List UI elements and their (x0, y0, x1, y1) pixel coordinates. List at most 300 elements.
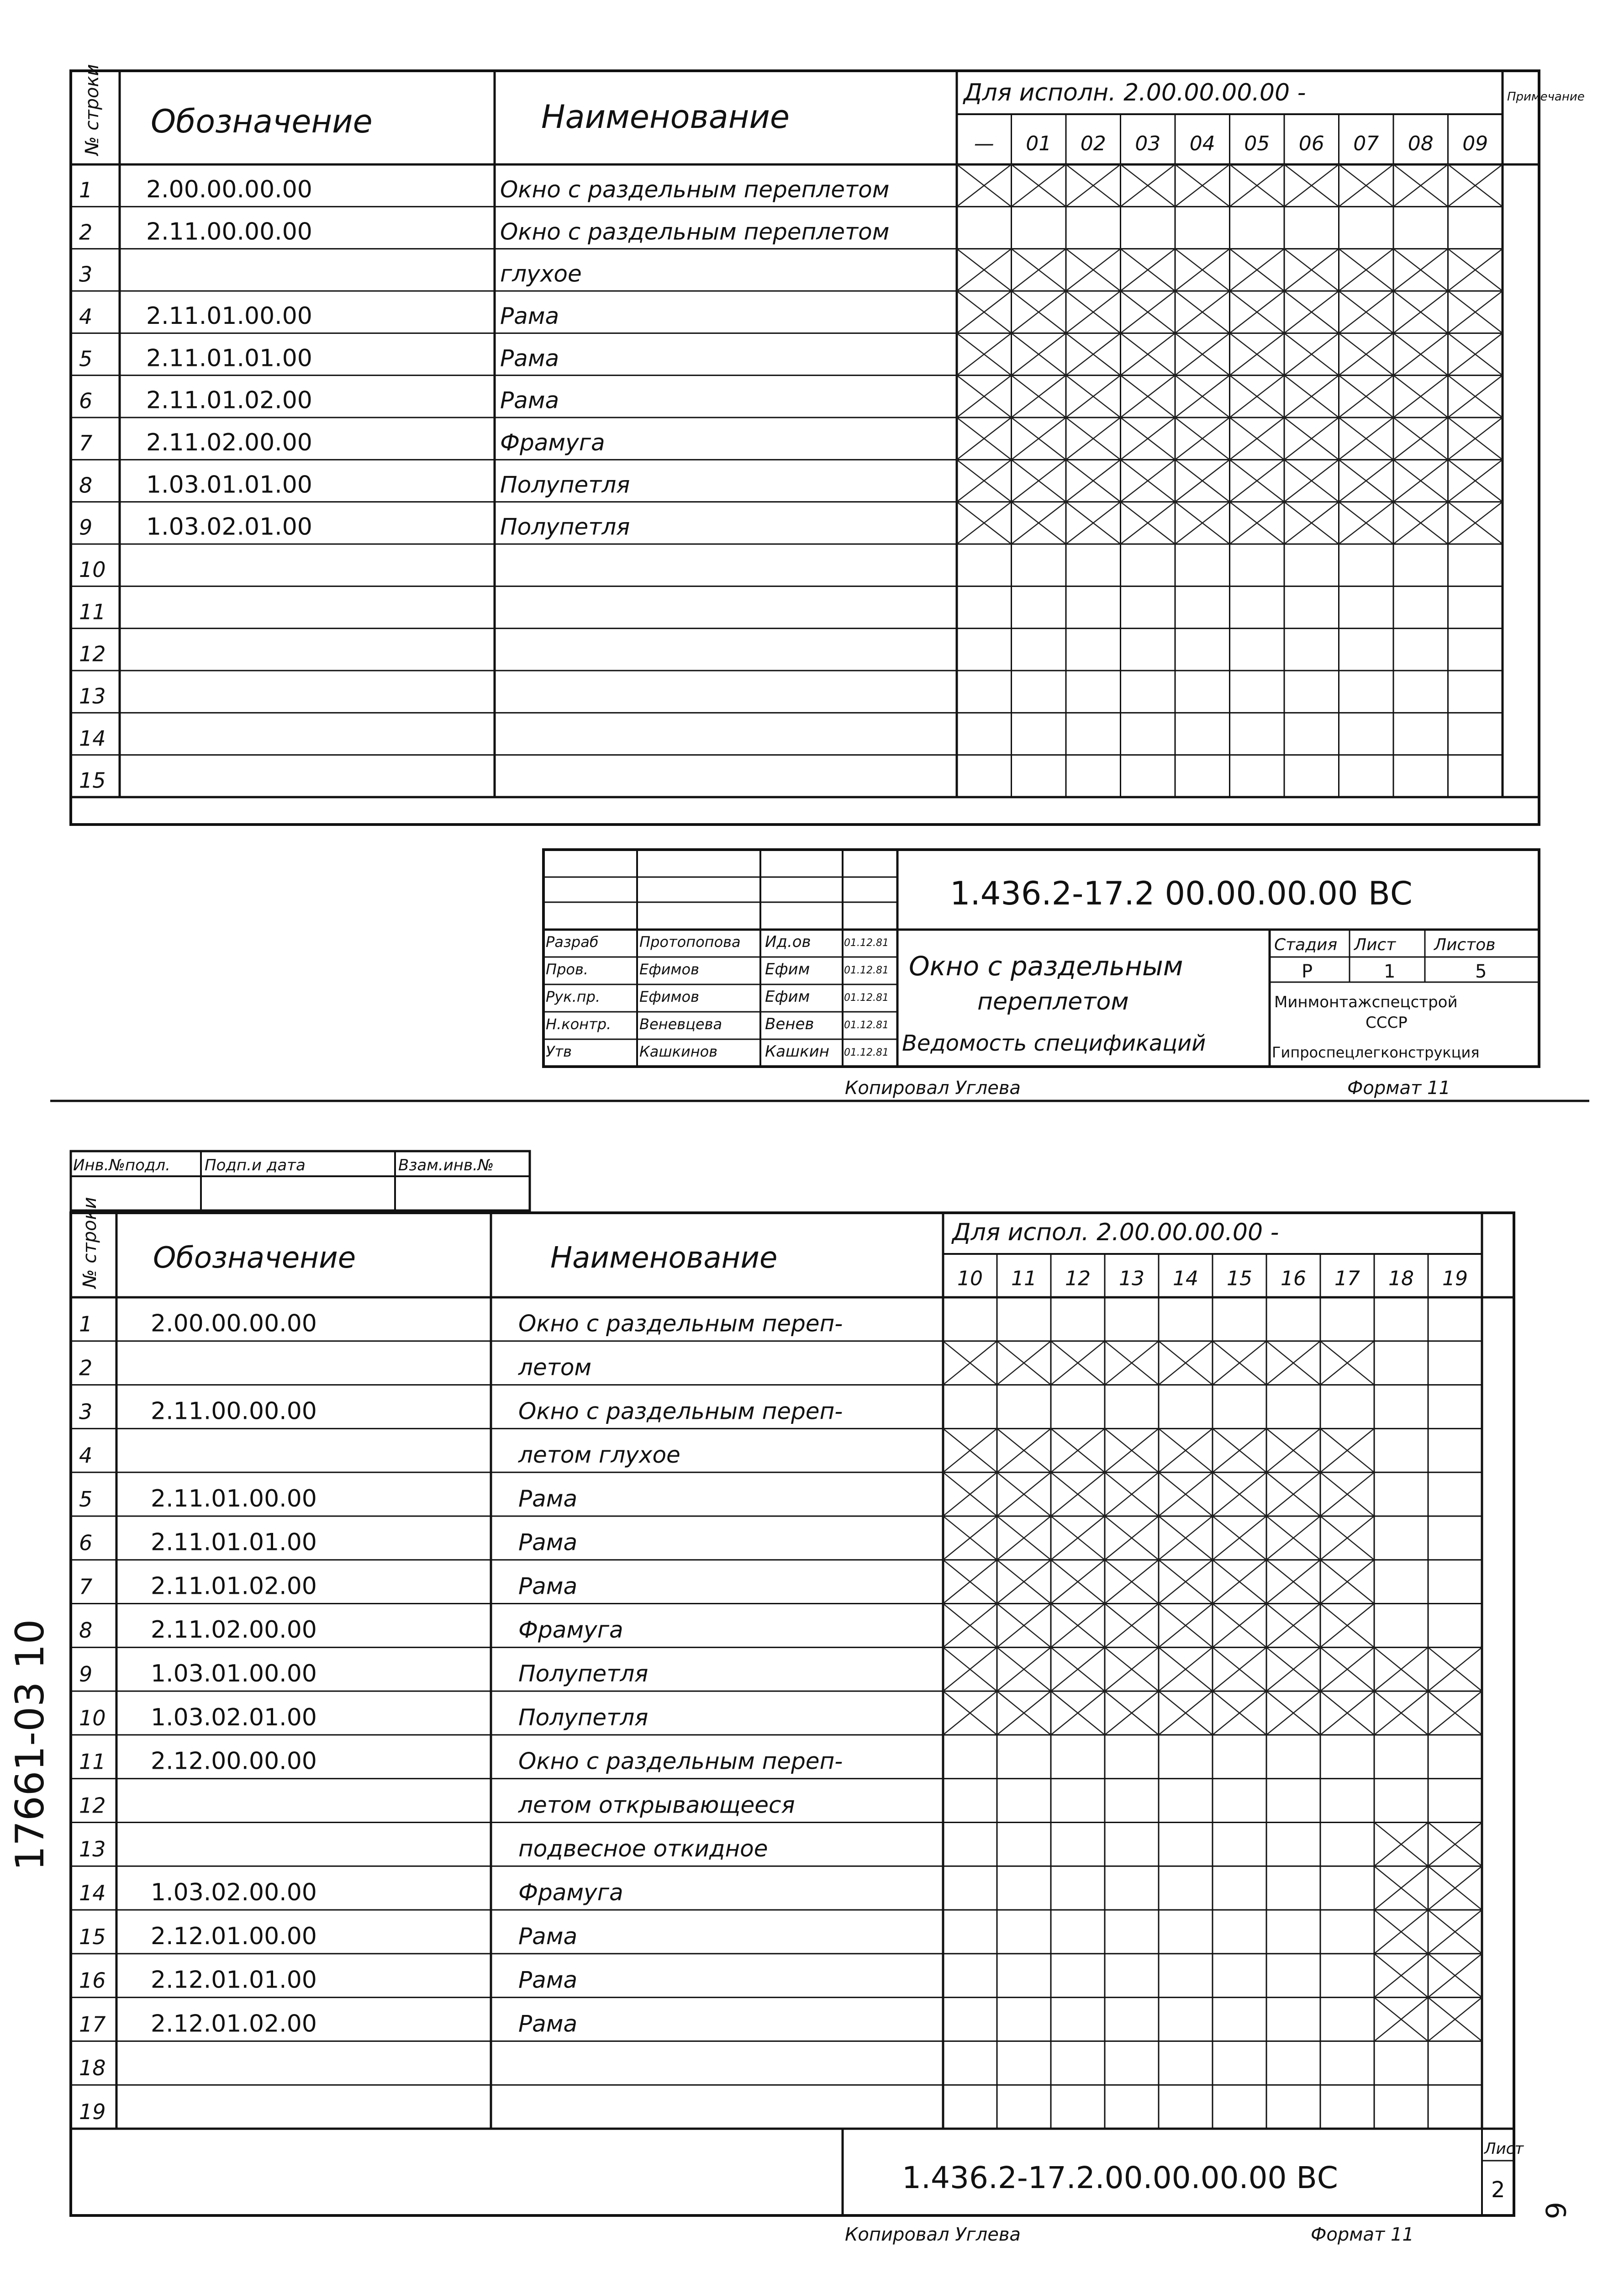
applicability-cross-mark (1175, 333, 1230, 375)
applicability-cross-mark (1051, 1604, 1105, 1648)
applicability-cross-mark (943, 1472, 997, 1516)
row-number: 6 (79, 1530, 93, 1555)
applicability-cross-mark (1448, 164, 1503, 206)
applicability-cross-mark (1175, 460, 1230, 502)
sheet-variant-col-1: 11 (1011, 1267, 1037, 1290)
applicability-cross-mark (1339, 333, 1394, 375)
applicability-cross-mark (1266, 1647, 1320, 1691)
row-designation: 2.11.01.02.00 (146, 386, 312, 414)
signer-date: 01.12.81 (844, 1020, 889, 1031)
sheet1-org-line3: Гипроспецлегконструкция (1272, 1044, 1480, 1061)
table-row (79, 249, 1503, 291)
applicability-cross-mark (1320, 1560, 1374, 1604)
row-designation: 2.11.01.01.00 (151, 1528, 317, 1556)
table-row (79, 164, 1503, 206)
applicability-cross-mark (997, 1472, 1051, 1516)
applicability-cross-mark (1284, 291, 1339, 333)
sheet2-doc-code: 1.436.2-17.2.00.00.00.00 ВС (902, 2160, 1338, 2195)
sheet-variant-col-9: 19 (1442, 1267, 1468, 1290)
applicability-cross-mark (1051, 1691, 1105, 1735)
table-row (79, 684, 106, 708)
applicability-cross-mark (1428, 1954, 1482, 1998)
row-name: Окно с раздельным переп- (518, 1748, 843, 1775)
applicability-cross-mark (1266, 1341, 1320, 1385)
applicability-cross-mark (1266, 1472, 1320, 1516)
table-row (79, 642, 106, 666)
applicability-cross-mark (1339, 460, 1394, 502)
table-row (79, 502, 1503, 544)
applicability-cross-mark (957, 460, 1012, 502)
applicability-cross-mark (1105, 1560, 1159, 1604)
row-number: 5 (79, 1486, 93, 1512)
sheet-variant-col-7: 17 (1334, 1267, 1360, 1290)
applicability-cross-mark (1066, 375, 1121, 418)
signer-date: 01.12.81 (844, 992, 889, 1004)
applicability-cross-mark (1284, 460, 1339, 502)
applicability-cross-mark (1175, 418, 1230, 460)
sheet1-rows (79, 164, 1503, 793)
applicability-cross-mark (943, 1604, 997, 1648)
row-name: Рама (518, 1923, 578, 1950)
applicability-cross-mark (1284, 502, 1339, 544)
applicability-cross-mark (1175, 375, 1230, 418)
applicability-cross-mark (1159, 1472, 1213, 1516)
applicability-cross-mark (1066, 502, 1121, 544)
applicability-cross-mark (1284, 375, 1339, 418)
row-number: 8 (79, 1618, 93, 1643)
row-designation: 2.11.02.00.00 (151, 1616, 317, 1644)
row-number: 11 (79, 1749, 106, 1774)
applicability-cross-mark (1266, 1428, 1320, 1472)
sheet-variant-col-0: 10 (957, 1267, 983, 1290)
applicability-cross-mark (997, 1604, 1051, 1648)
sheet1-note-header: Примечание (1507, 90, 1585, 104)
row-number: 2 (79, 220, 93, 245)
applicability-cross-mark (1230, 418, 1285, 460)
row-name: летом глухое (518, 1442, 680, 1469)
applicability-cross-mark (1230, 164, 1285, 206)
table-row (79, 726, 106, 751)
applicability-cross-mark (1320, 1341, 1374, 1385)
applicability-cross-mark (1051, 1428, 1105, 1472)
table-row (79, 1397, 843, 1425)
row-name: Полупетля (518, 1704, 649, 1731)
applicability-cross-mark (1012, 291, 1066, 333)
applicability-cross-mark (1012, 249, 1066, 291)
sheet2-grid-lines (71, 1254, 1482, 2129)
applicability-cross-mark (1339, 164, 1394, 206)
applicability-cross-mark (1066, 418, 1121, 460)
applicability-cross-mark (1393, 460, 1448, 502)
sheet2-inv-headers (73, 1156, 494, 1174)
inv-header-2: Взам.инв.№ (398, 1156, 494, 1174)
sheet1-doc-code: 1.436.2-17.2 00.00.00.00 ВС (950, 875, 1413, 912)
sheet2-rows (79, 1310, 1482, 2124)
applicability-cross-mark (1393, 164, 1448, 206)
applicability-cross-mark (957, 502, 1012, 544)
sheet-variant-col-7: 07 (1353, 132, 1379, 156)
applicability-cross-mark (957, 164, 1012, 206)
row-number: 13 (79, 1837, 106, 1862)
row-designation: 2.11.02.00.00 (146, 429, 312, 457)
sheet2-designation-header: Обозначение (153, 1241, 356, 1275)
applicability-cross-mark (1393, 375, 1448, 418)
applicability-cross-mark (1159, 1560, 1213, 1604)
applicability-cross-mark (997, 1516, 1051, 1560)
applicability-cross-mark (1105, 1472, 1159, 1516)
signer-role: Рук.пр. (546, 988, 601, 1005)
row-name: Окно с раздельным переп- (518, 1398, 843, 1425)
row-name: Рама (500, 303, 559, 330)
applicability-cross-mark (957, 249, 1012, 291)
row-number: 6 (79, 388, 93, 413)
applicability-cross-mark (1284, 164, 1339, 206)
row-designation: 2.00.00.00.00 (151, 1310, 317, 1338)
applicability-cross-mark (1105, 1516, 1159, 1560)
applicability-cross-mark (1339, 502, 1394, 544)
sheet2-sheet-label: Лист (1484, 2140, 1524, 2158)
applicability-cross-mark (1213, 1472, 1266, 1516)
applicability-cross-mark (943, 1647, 997, 1691)
corner-number: 6 (1539, 2202, 1571, 2220)
row-number: 9 (79, 515, 93, 540)
applicability-cross-mark (1320, 1647, 1374, 1691)
table-row (79, 1792, 795, 1818)
row-name: Рама (518, 1967, 578, 1993)
applicability-cross-mark (1012, 164, 1066, 206)
sheet2-copied-by: Копировал Углева (845, 2224, 1021, 2245)
applicability-cross-mark (943, 1560, 997, 1604)
row-number: 10 (79, 557, 106, 582)
applicability-cross-mark (1121, 333, 1176, 375)
applicability-cross-mark (1448, 333, 1503, 375)
row-number: 15 (79, 768, 106, 793)
applicability-cross-mark (1159, 1341, 1213, 1385)
applicability-cross-mark (1448, 460, 1503, 502)
row-number: 10 (79, 1705, 106, 1730)
row-number: 15 (79, 1924, 106, 1949)
row-number: 16 (79, 1968, 106, 1993)
applicability-cross-mark (957, 418, 1012, 460)
sheet1-sheets-value: 5 (1475, 961, 1487, 982)
row-designation: 2.11.00.00.00 (151, 1397, 317, 1425)
row-number: 9 (79, 1662, 93, 1687)
applicability-cross-mark (1105, 1428, 1159, 1472)
applicability-cross-mark (1175, 164, 1230, 206)
applicability-cross-mark (1374, 1822, 1428, 1866)
table-row (79, 1998, 1482, 2041)
table-row (79, 1954, 1482, 1998)
row-designation: 1.03.02.01.00 (146, 513, 312, 541)
sheet2-format: Формат 11 (1311, 2224, 1414, 2245)
table-row (79, 375, 1503, 418)
applicability-cross-mark (943, 1691, 997, 1735)
row-number: 3 (79, 1399, 93, 1424)
row-designation: 2.00.00.00.00 (146, 176, 312, 204)
sheet2-name-header: Наименование (550, 1241, 778, 1275)
row-number: 12 (79, 1793, 106, 1818)
sheet-variant-col-4: 14 (1173, 1267, 1198, 1290)
table-row (79, 1748, 843, 1775)
row-number: 13 (79, 684, 106, 709)
table-row (79, 1822, 1482, 1866)
applicability-cross-mark (1266, 1604, 1320, 1648)
row-designation: 2.12.01.00.00 (151, 1922, 317, 1950)
sheet-variant-col-6: 16 (1281, 1267, 1306, 1290)
applicability-cross-mark (1339, 375, 1394, 418)
sheet1-designation-header: Обозначение (151, 103, 373, 140)
table-row (79, 1310, 843, 1338)
table-row (79, 1472, 1374, 1516)
table-row (79, 557, 106, 582)
row-name: Рама (518, 2010, 578, 2037)
applicability-cross-mark (1012, 375, 1066, 418)
signer-signature: Ид.ов (765, 933, 811, 951)
row-number: 18 (79, 2056, 106, 2081)
applicability-cross-mark (1339, 418, 1394, 460)
applicability-cross-mark (1159, 1428, 1213, 1472)
applicability-cross-mark (1393, 249, 1448, 291)
row-number: 5 (79, 346, 93, 371)
applicability-cross-mark (997, 1647, 1051, 1691)
signer-date: 01.12.81 (844, 937, 889, 949)
signer-surname: Веневцева (639, 1015, 722, 1033)
applicability-cross-mark (1121, 249, 1176, 291)
applicability-cross-mark (1012, 460, 1066, 502)
row-name: глухое (500, 260, 582, 287)
sheet1-item-title-3: Ведомость спецификаций (902, 1031, 1206, 1056)
applicability-cross-mark (1448, 375, 1503, 418)
applicability-cross-mark (1393, 291, 1448, 333)
table-row (79, 1341, 1374, 1385)
row-name: Полупетля (518, 1660, 649, 1687)
sheet-variant-col-3: 03 (1135, 132, 1161, 156)
applicability-cross-mark (1051, 1560, 1105, 1604)
table-row (79, 1647, 1482, 1691)
table-row (79, 1910, 1482, 1954)
applicability-cross-mark (1230, 375, 1285, 418)
row-designation: 2.12.00.00.00 (151, 1747, 317, 1775)
row-number: 1 (79, 1311, 93, 1337)
applicability-cross-mark (1121, 418, 1176, 460)
applicability-cross-mark (1320, 1516, 1374, 1560)
applicability-cross-mark (1266, 1516, 1320, 1560)
row-number: 8 (79, 473, 93, 498)
signer-date: 01.12.81 (844, 1047, 889, 1058)
applicability-cross-mark (1051, 1516, 1105, 1560)
sheet1-name-header: Наименование (541, 98, 790, 136)
applicability-cross-mark (1012, 418, 1066, 460)
sheet-variant-col-4: 04 (1189, 132, 1215, 156)
table-row (79, 1691, 1482, 1735)
applicability-cross-mark (1266, 1560, 1320, 1604)
sheet-variant-col-9: 09 (1462, 132, 1488, 156)
sheet-variant-col-1: 01 (1026, 132, 1052, 156)
signer-signature: Кашкин (765, 1042, 829, 1061)
applicability-cross-mark (943, 1341, 997, 1385)
row-designation: 1.03.01.01.00 (146, 471, 312, 499)
sheet1-sheets-label: Листов (1434, 936, 1496, 954)
applicability-cross-mark (1121, 375, 1176, 418)
applicability-cross-mark (1230, 502, 1285, 544)
applicability-cross-mark (1393, 418, 1448, 460)
applicability-cross-mark (1121, 502, 1176, 544)
sheet-variant-col-8: 08 (1408, 132, 1434, 156)
table-row (79, 2099, 106, 2124)
sheet1-sheet-label: Лист (1354, 936, 1396, 954)
applicability-cross-mark (1159, 1691, 1213, 1735)
applicability-cross-mark (1105, 1647, 1159, 1691)
applicability-cross-mark (957, 375, 1012, 418)
applicability-cross-mark (1230, 460, 1285, 502)
applicability-cross-mark (1448, 249, 1503, 291)
sheet1-org-line2: СССР (1366, 1014, 1408, 1032)
applicability-cross-mark (1066, 460, 1121, 502)
applicability-cross-mark (1066, 164, 1121, 206)
applicability-cross-mark (1159, 1516, 1213, 1560)
applicability-cross-mark (1448, 418, 1503, 460)
row-name: Полупетля (500, 513, 630, 540)
sheet2-row-no-header: № строки (79, 1197, 100, 1288)
row-number: 14 (79, 1880, 106, 1905)
table-row (79, 460, 1503, 502)
applicability-cross-mark (1159, 1647, 1213, 1691)
row-name: Рама (518, 1529, 578, 1556)
applicability-cross-mark (1374, 1647, 1428, 1691)
row-name: Окно с раздельным переп- (518, 1310, 843, 1337)
row-number: 1 (79, 178, 93, 203)
applicability-cross-mark (1051, 1341, 1105, 1385)
row-number: 2 (79, 1355, 93, 1380)
table-row (79, 2056, 106, 2080)
applicability-cross-mark (1428, 1910, 1482, 1954)
signer-surname: Кашкинов (639, 1043, 718, 1060)
applicability-cross-mark (1339, 249, 1394, 291)
row-name: Рама (500, 345, 559, 372)
applicability-cross-mark (1374, 1998, 1428, 2041)
row-designation: 2.12.01.01.00 (151, 1966, 317, 1994)
row-designation: 2.11.00.00.00 (146, 218, 312, 246)
sheet2-variants-header: Для испол. 2.00.00.00.00 - (952, 1219, 1279, 1246)
applicability-cross-mark (957, 291, 1012, 333)
applicability-cross-mark (1428, 1866, 1482, 1910)
table-row (79, 218, 889, 245)
applicability-cross-mark (1105, 1604, 1159, 1648)
applicability-cross-mark (1066, 333, 1121, 375)
table-row (79, 1428, 1374, 1472)
inv-header-0: Инв.№подл. (73, 1156, 170, 1174)
applicability-cross-mark (1428, 1998, 1482, 2041)
applicability-cross-mark (1051, 1647, 1105, 1691)
signer-role: Пров. (546, 961, 588, 978)
row-name: Окно с раздельным переплетом (500, 218, 890, 245)
row-designation: 2.11.01.02.00 (151, 1572, 317, 1600)
row-designation: 2.11.01.01.00 (146, 344, 312, 372)
table-row (79, 1866, 1482, 1910)
applicability-cross-mark (1230, 333, 1285, 375)
sheet-variant-col-2: 02 (1080, 132, 1106, 156)
row-number: 17 (79, 2012, 106, 2037)
row-number: 12 (79, 641, 106, 666)
applicability-cross-mark (1339, 291, 1394, 333)
applicability-cross-mark (1230, 249, 1285, 291)
sheet-variant-col-5: 05 (1244, 132, 1270, 156)
row-designation: 2.11.01.00.00 (151, 1485, 317, 1512)
applicability-cross-mark (1213, 1516, 1266, 1560)
applicability-cross-mark (1213, 1604, 1266, 1648)
applicability-cross-mark (1320, 1604, 1374, 1648)
applicability-cross-mark (997, 1560, 1051, 1604)
row-number: 4 (79, 304, 93, 329)
applicability-cross-mark (1374, 1954, 1428, 1998)
row-number: 14 (79, 726, 106, 751)
applicability-cross-mark (1105, 1691, 1159, 1735)
applicability-cross-mark (1428, 1822, 1482, 1866)
applicability-cross-mark (1121, 291, 1176, 333)
applicability-cross-mark (1320, 1428, 1374, 1472)
applicability-cross-mark (1051, 1472, 1105, 1516)
applicability-cross-mark (1284, 418, 1339, 460)
row-name: летом открывающееся (518, 1792, 795, 1819)
sheet-variant-col-3: 13 (1119, 1267, 1144, 1290)
applicability-cross-mark (1393, 333, 1448, 375)
applicability-cross-mark (1213, 1691, 1266, 1735)
row-designation: 1.03.02.01.00 (151, 1703, 317, 1731)
applicability-cross-mark (1284, 333, 1339, 375)
applicability-cross-mark (1230, 291, 1285, 333)
sheet-variant-col-8: 18 (1388, 1267, 1414, 1290)
sheet1-stage-label: Стадия (1274, 936, 1338, 954)
applicability-cross-mark (1284, 249, 1339, 291)
applicability-cross-mark (1393, 502, 1448, 544)
row-name: летом (518, 1354, 592, 1381)
row-number: 3 (79, 262, 93, 287)
signer-signature: Венев (765, 1015, 814, 1033)
row-name: Фрамуга (518, 1879, 623, 1906)
applicability-cross-mark (1175, 249, 1230, 291)
sheet2-sheet-value: 2 (1491, 2177, 1505, 2203)
signer-signature: Ефим (765, 960, 810, 978)
sheet-variant-col-2: 12 (1065, 1267, 1091, 1290)
row-name: Фрамуга (518, 1617, 623, 1644)
row-name: Рама (518, 1573, 578, 1600)
applicability-cross-mark (1213, 1341, 1266, 1385)
applicability-cross-mark (943, 1516, 997, 1560)
applicability-cross-mark (1066, 291, 1121, 333)
sheet-variant-col-5: 15 (1227, 1267, 1252, 1290)
row-designation: 2.12.01.02.00 (151, 2010, 317, 2038)
sheet1-row-no-header: № строки (82, 64, 103, 155)
table-row (79, 1604, 1374, 1648)
signer-date: 01.12.81 (844, 965, 889, 976)
applicability-cross-mark (1213, 1647, 1266, 1691)
sheet-variant-col-6: 06 (1298, 132, 1324, 156)
table-row (79, 1560, 1374, 1604)
signer-role: Утв (546, 1043, 572, 1060)
row-name: Окно с раздельным переплетом (500, 176, 890, 203)
applicability-cross-mark (1175, 291, 1230, 333)
sheet1-format: Формат 11 (1347, 1078, 1450, 1099)
signer-surname: Ефимов (639, 961, 699, 978)
row-designation: 1.03.02.00.00 (151, 1878, 317, 1906)
table-row (79, 768, 106, 793)
applicability-cross-mark (1374, 1691, 1428, 1735)
applicability-cross-mark (1105, 1341, 1159, 1385)
row-name: Фрамуга (500, 429, 605, 456)
applicability-cross-mark (1213, 1560, 1266, 1604)
applicability-cross-mark (1320, 1691, 1374, 1735)
row-number: 4 (79, 1443, 93, 1468)
